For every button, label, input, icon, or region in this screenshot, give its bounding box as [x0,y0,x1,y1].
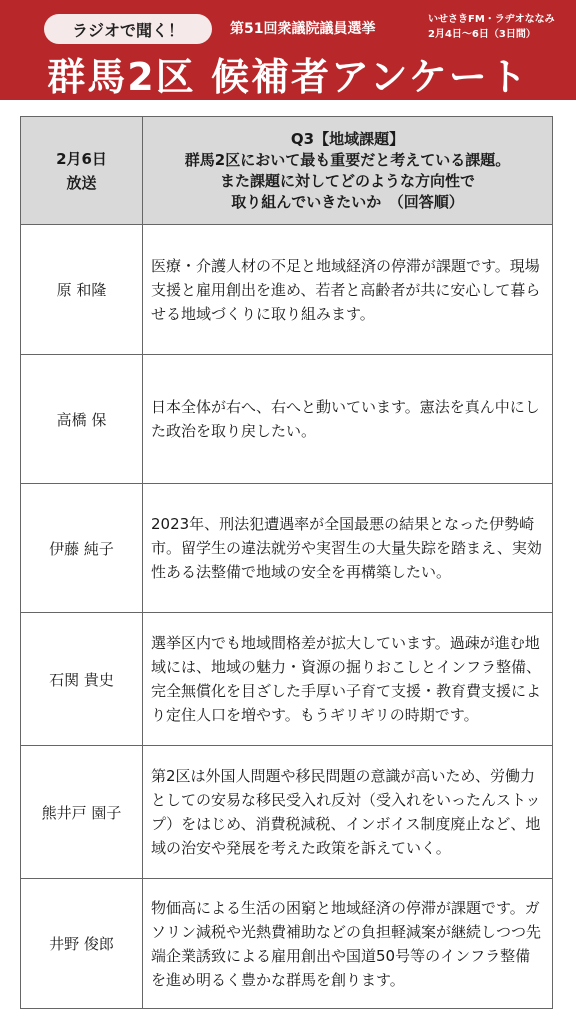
question-text: 取り組んでいきたいか （回答順） [231,192,464,211]
candidate-answer: 物価高による生活の困窮と地域経済の停滞が課題です。ガソリン減税や光熱費補助などの負担軽減案が継続しつつ先端企業誘致による雇用創出や国道50号等のインフラ整備を進め明るく豊かな群馬を創ります。 [143,879,553,1009]
question-cell [143,117,553,225]
question-text: また課題に対してどのような方向性で [219,171,475,190]
broadcast-date: 2月6日 [56,149,107,168]
candidate-name: 石関 貴史 [21,613,143,746]
radio-badge: ラジオで聞く！ [44,14,212,44]
station-info [428,12,555,42]
table-row [21,613,553,746]
table-row [21,746,553,879]
election-label: 第51回衆議院議員選挙 [230,21,376,37]
candidate-answer: 日本全体が右へ、右へと動いています。憲法を真ん中にした政治を取り戻したい。 [143,355,553,484]
station-names: いせさきFM・ラヂオななみ [428,14,555,25]
question-text: 群馬2区において最も重要だと考えている課題。 [184,150,511,169]
table-row [21,484,553,613]
broadcast-label: 放送 [66,173,97,192]
candidate-name: 伊藤 純子 [21,484,143,613]
candidate-name: 原 和隆 [21,225,143,355]
candidate-answer: 第2区は外国人問題や移民問題の意識が高いため、労働力としての安易な移民受入れ反対（受入れをいったんストップ）をはじめ、消費税減税、インボイス制度廃止など、地域の治安や発展を考えた政策を訴えていく。 [143,746,553,879]
candidate-answer: 選挙区内でも地域間格差が拡大しています。過疎が進む地域には、地域の魅力・資源の掘りおこしとインフラ整備、完全無償化を目ざした手厚い子育て支援・教育費支援により定住人口を増やす。もうギリギリの時期です。 [143,613,553,746]
candidate-name: 高橋 保 [21,355,143,484]
candidate-answer: 2023年、刑法犯遭遇率が全国最悪の結果となった伊勢崎市。留学生の違法就労や実習生の大量失踪を踏まえ、実効性ある法整備で地域の安全を再構築したい。 [143,484,553,613]
survey-table [20,116,553,1009]
header-banner [0,0,576,100]
page-title: 群馬2区 候補者アンケート [47,55,529,99]
candidate-name: 熊井戸 園子 [21,746,143,879]
table-row [21,225,553,355]
broadcast-dates: 2月4日〜6日（3日間） [428,29,536,40]
candidate-answer: 医療・介護人材の不足と地域経済の停滞が課題です。現場支援と雇用創出を進め、若者と高齢者が共に安心して暮らせる地域づくりに取り組みます。 [143,225,553,355]
broadcast-date-cell [21,117,143,225]
table-row [21,879,553,1009]
candidate-name: 井野 俊郎 [21,879,143,1009]
question-title: Q3【地域課題】 [290,129,405,148]
table-row [21,355,553,484]
table-header-row [21,117,553,225]
